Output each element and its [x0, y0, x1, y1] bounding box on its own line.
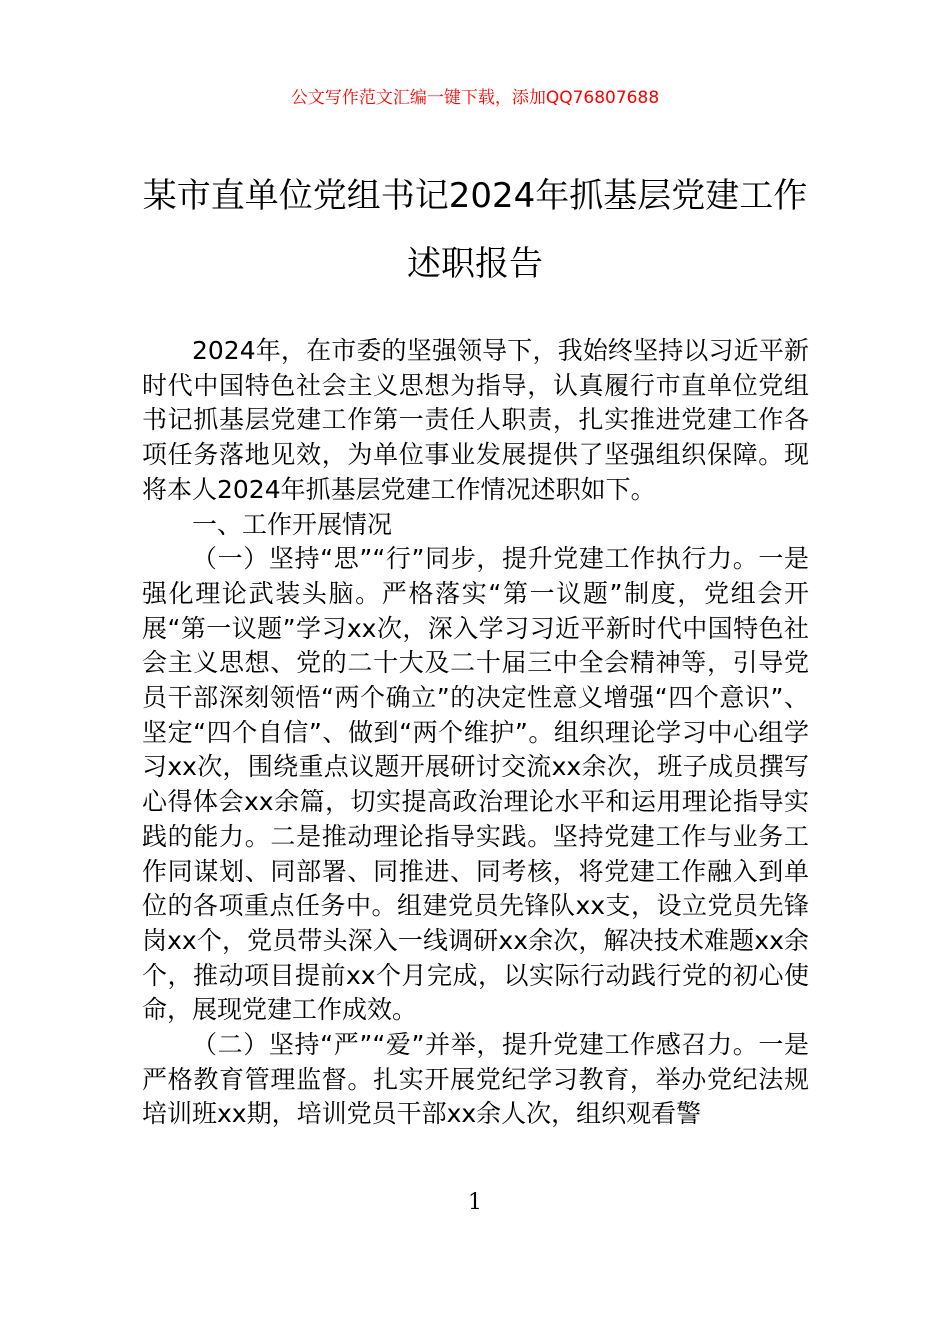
section-heading-1: 一、工作开展情况 — [192, 509, 393, 539]
body-paragraph-2: （二）坚持“严”“爱”并举，提升党建工作感召力。一是严格教育管理监督。扎实开展党纪学习教育，举办党纪法规培训班xx期，培训党员干部xx余人次，组织观看警 — [142, 1030, 809, 1129]
intro-paragraph: 2024年，在市委的坚强领导下，我始终坚持以习近平新时代中国特色社会主义思想为指导，认真履行市直单位党组书记抓基层党建工作第一责任人职责，扎实推进党建工作各项任务落地见效，为单位事业发展提供了坚强组织保障。现将本人2024年抓基层党建工作情况述职如下。 — [142, 336, 809, 504]
header-download-note: 公文写作范文汇编一键下载，添加QQ76807688 — [290, 88, 660, 108]
page-number: 1 — [468, 1190, 482, 1215]
body-paragraph-1: （一）坚持“思”“行”同步，提升党建工作执行力。一是强化理论武装头脑。严格落实“第一议题”制度，党组会开展“第一议题”学习xx次，深入学习习近平新时代中国特色社会主义思想、党的二十大及二十届三中全会精神等，引导党员干部深刻领悟“两个确立”的决定性意义增强“四个意识”、坚定“四个自信”、做到“两个维护”。组织理论学习中心组学习xx次，围绕重点议题开展研讨交流xx余次，班子成员撰写心得体会xx余篇，切实提高政治理论水平和运用理论指导实践的能力。二是推动理论指导实践。坚持党建工作与业务工作同谋划、同部署、同推进、同考核，将党建工作融入到单位的各项重点任务中。组建党员先锋队xx支，设立党员先锋岗xx个，党员带头深入一线调研xx余次，解决技术难题xx余个，推动项目提前xx个月完成，以实际行动践行党的初心使命，展现党建工作成效。 — [142, 544, 809, 1025]
document-title: 某市直单位党组书记2024年抓基层党建工作述职报告 — [142, 176, 808, 284]
document-body — [142, 334, 809, 1132]
